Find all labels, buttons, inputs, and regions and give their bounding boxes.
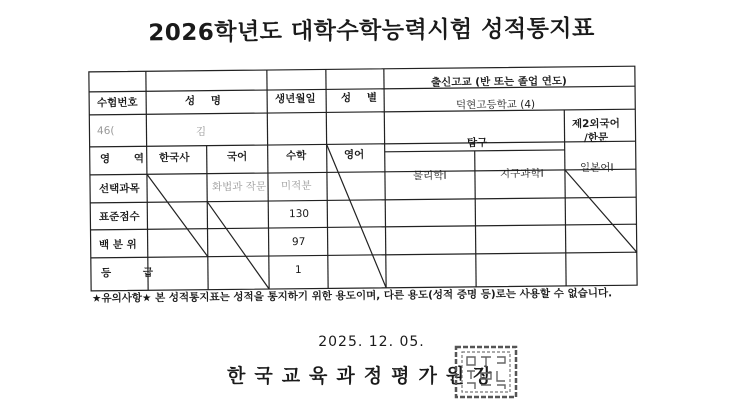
school-value: 덕현고등학교 (4): [455, 98, 536, 112]
korean-elective-value: 화법과 작문: [211, 180, 267, 194]
elective-label: 선택과목: [98, 182, 140, 196]
exam-number-label: 수험번호: [96, 96, 138, 110]
math-grade-value: 1: [294, 263, 302, 277]
korean-history-label: 한국사: [158, 151, 190, 165]
inquiry-label: 탐구: [466, 136, 488, 150]
inquiry1-elective-value: 물리학Ⅰ: [412, 169, 447, 183]
gender-label: 성 별: [340, 91, 384, 105]
second-language-elective-value: 일본어Ⅰ: [579, 161, 614, 175]
exam-number-value: 46(: [96, 124, 115, 138]
math-standard-score-value: 130: [288, 207, 310, 221]
school-label: 출신고교 (반 또는 졸업 연도): [430, 75, 567, 89]
standard-score-label: 표준점수: [98, 210, 140, 224]
area-label: 영 역: [99, 152, 155, 166]
math-percentile-value: 97: [291, 235, 306, 249]
inquiry2-elective-value: 지구과학Ⅰ: [499, 167, 544, 181]
korean-label: 국어: [226, 150, 248, 164]
second-language-label: 제2외국어 /한문: [571, 117, 620, 145]
official-seal-icon: [453, 345, 521, 399]
english-label: 영어: [343, 148, 365, 162]
grade-label: 등 급: [100, 266, 168, 280]
page-title: 2026학년도 대학수학능력시험 성적통지표: [148, 15, 595, 47]
caution-note: ★유의사항★ 본 성적통지표는 성적을 통지하기 위한 용도이며, 다른 용도(성적 증명 등)로는 사용할 수 없습니다.: [91, 287, 613, 305]
issue-date: 2025. 12. 05.: [318, 334, 425, 350]
math-label: 수학: [285, 149, 307, 163]
math-elective-value: 미적분: [280, 179, 312, 193]
name-value: 김: [195, 125, 207, 139]
percentile-label: 백 분 위: [98, 238, 137, 252]
birthdate-label: 생년월일: [274, 92, 316, 106]
issuer-name: 한국교육과정평가원장: [227, 365, 501, 387]
name-label: 성 명: [184, 94, 228, 108]
